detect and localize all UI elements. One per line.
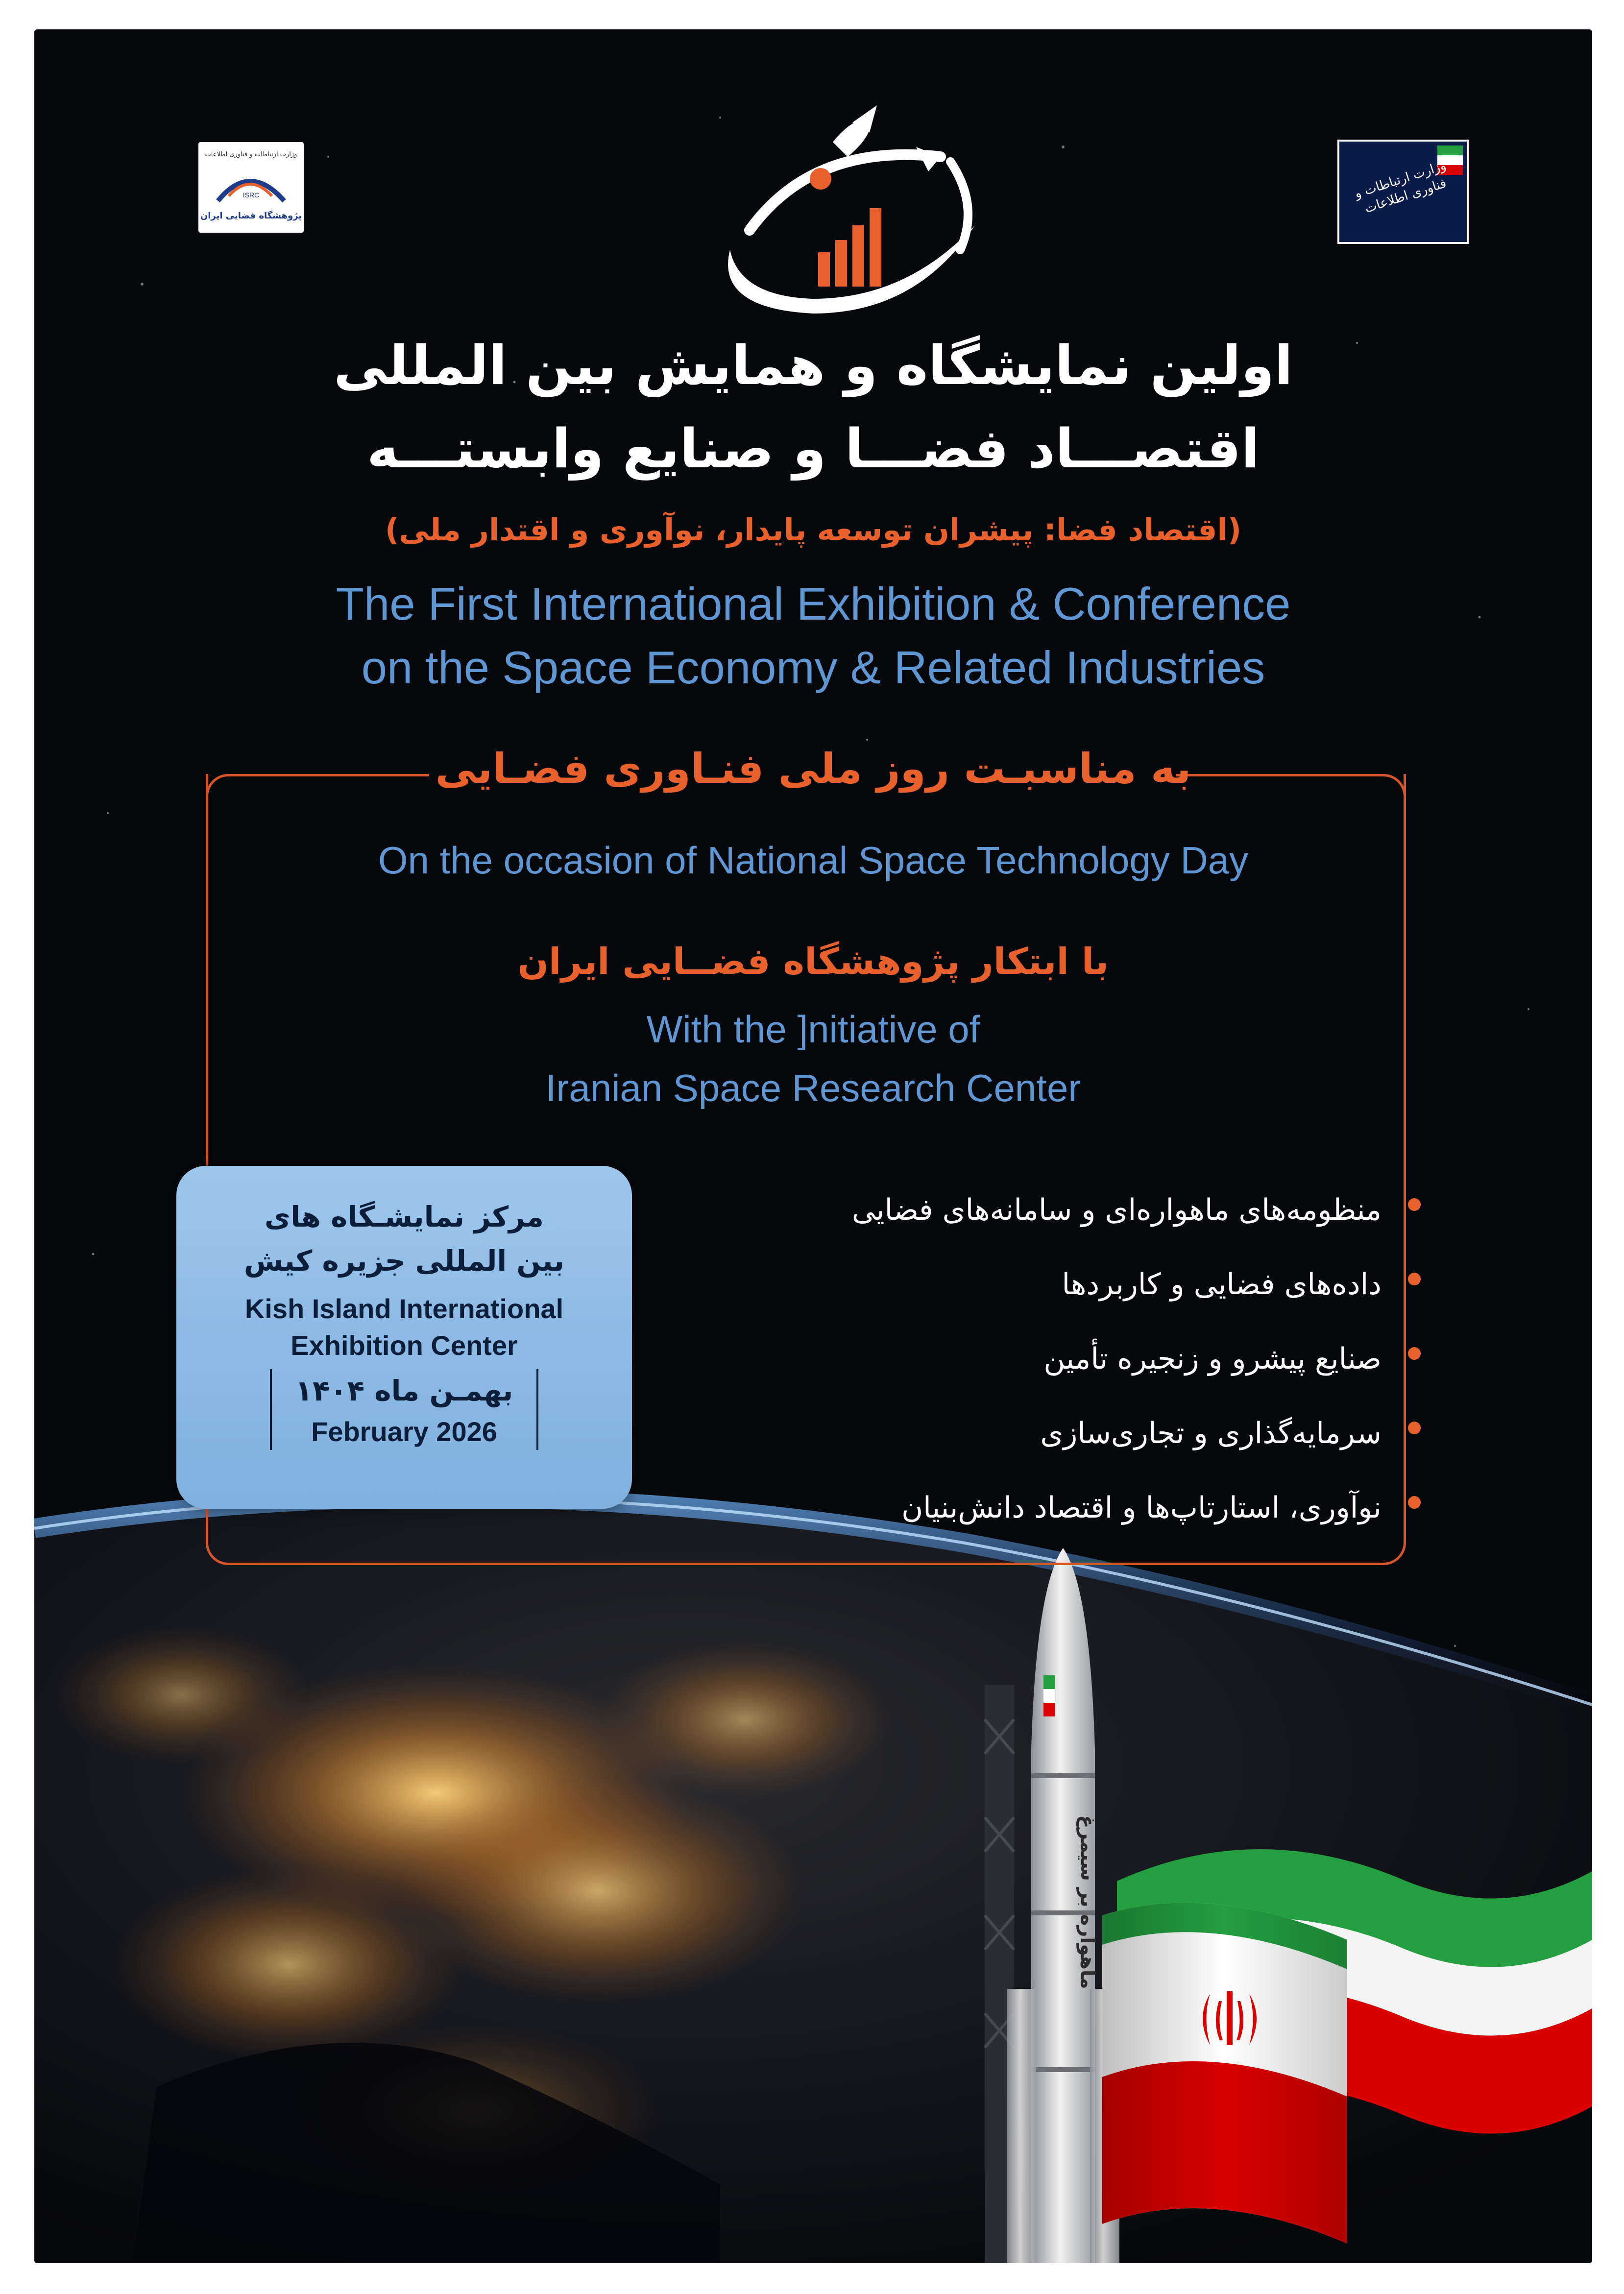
list-item: منظومه‌های ماهواره‌ای و سامانه‌های فضایی [671,1190,1382,1265]
occasion-persian: به مناسبـت روز ملی فنـاوری فضـایی [435,745,1191,793]
ministry-ict-logo [1337,140,1469,244]
list-item: سرمایه‌گذاری و تجاری‌سازی [671,1414,1382,1488]
list-item: نوآوری، استارتاپ‌ها و اقتصاد دانش‌بنیان [671,1488,1382,1563]
poster [34,29,1592,2263]
isrc-logo-acronym: ISRC [242,191,260,199]
list-item: داده‌های فضایی و کاربردها [671,1265,1382,1339]
bullet-icon [1408,1198,1421,1211]
initiative-persian: با ابتکار پژوهشگاه فضــایی ایران [517,941,1109,983]
venue-persian-line-1: مرکز نمایشـگاه های [264,1200,544,1233]
initiative-english-line-2: Iranian Space Research Center [545,1066,1081,1110]
isrc-logo-caption-bottom: پژوهشگاه فضایی ایران [200,211,302,221]
venue-box [176,1166,632,1509]
space-economy-logo-icon [686,103,1004,333]
venue-persian-line-2: بین المللی جزیره کیش [243,1244,565,1278]
isrc-logo [198,142,304,233]
rocket-label: ماهواره بر سیمرغ [1076,1815,1099,1989]
bullet-icon [1408,1496,1421,1509]
bullet-icon [1408,1273,1421,1285]
venue-date-persian: بهمـن ماه ۱۴۰۴ [295,1374,513,1407]
topics-list [671,1190,1382,1563]
venue-date-english: February 2026 [311,1416,497,1447]
isrc-logo-caption-top: وزارت ارتباطات و فناوری اطلاعات [205,151,297,158]
english-title-line-2: on the Space Economy & Related Industries [361,642,1265,693]
venue-english-line-2: Exhibition Center [291,1330,518,1361]
ministry-ict-logo-text: وزارت ارتباطات و فناوری اطلاعات [1353,158,1449,217]
persian-title-line-2: اقتصـــاد فضـــا و صنایع وابستـــه [366,417,1260,480]
persian-title-line-1: اولین نمایشگاه و همایش بین المللی [333,334,1293,397]
initiative-english-line-1: With the ]nitiative of [646,1008,980,1051]
persian-subtitle: (اقتصاد فضا: پیشران توسعه پایدار، نوآوری و اقتدار ملی) [385,512,1242,548]
occasion-english: On the occasion of National Space Technology Day [378,839,1249,882]
list-item: صنایع پیشرو و زنجیره تأمین [671,1339,1382,1414]
bullet-icon [1408,1422,1421,1434]
venue-english-line-1: Kish Island International [244,1293,564,1324]
venue-date [270,1369,538,1450]
english-title-line-1: The First International Exhibition & Conference [336,578,1291,629]
bullet-icon [1408,1347,1421,1360]
